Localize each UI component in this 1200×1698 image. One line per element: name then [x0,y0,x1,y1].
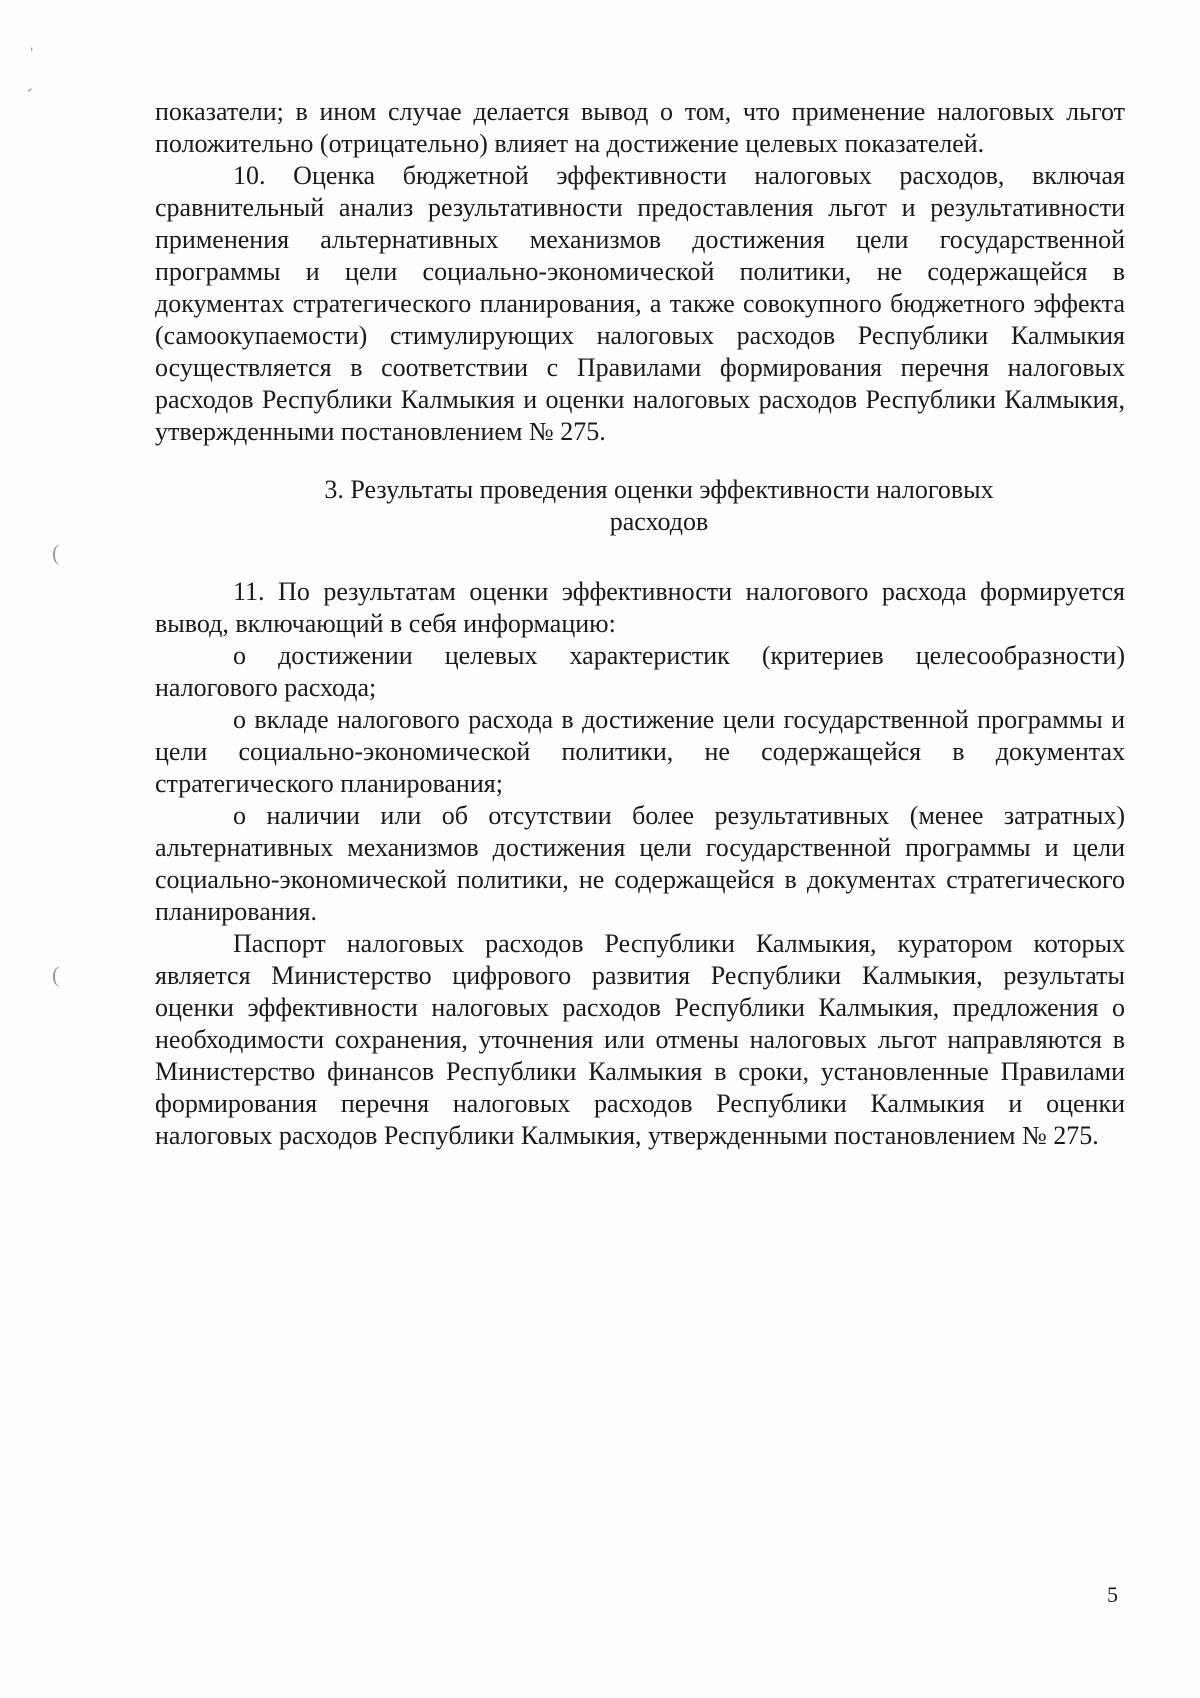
item-11-point-3: о наличии или об отсутствии более результативных (менее затратных) альтернативных механизмов достижения цели государственной программы и цели социально-экономической политики, не содержащейся в документах стратегического планирования. [155,801,1125,926]
section-3-heading-line1: 3. Результаты проведения оценки эффективности налоговых [324,475,994,504]
item-10-paragraph: 10. Оценка бюджетной эффективности налоговых расходов, включая сравнительный анализ результативности предоставления льгот и результативности применения альтернативных механизмов достижения цели государственной программы и цели социально-экономической политики, не содержащейся в документах стратегического планирования, а также совокупного бюджетного эффекта (самоокупаемости) стимулирующих налоговых расходов Республики Калмыкия осуществляется в соответствии с Правилами формирования перечня налоговых расходов Республики Калмыкия и оценки налоговых расходов Республики Калмыкия, утвержденными постановлением № 275. [155,161,1125,446]
section-3-heading [155,474,1125,538]
scan-artifact-mark: ( [52,962,60,987]
opening-paragraph: показатели; в ином случае делается вывод о том, что применение налоговых льгот положительно (отрицательно) влияет на достижение целевых показателей. [155,97,1125,158]
item-11-intro: 11. По результатам оценки эффективности налогового расхода формируется вывод, включающий в себя информацию: [155,577,1125,638]
scan-artifact-mark: ( [52,540,60,565]
scan-artifact-mark: ˊ [26,84,34,109]
closing-paragraph: Паспорт налоговых расходов Республики Калмыкия, куратором которых является Министерство цифрового развития Республики Калмыкия, результаты оценки эффективности налоговых расходов Республики Калмыкия, предложения о необходимости сохранения, уточнения или отмены налоговых льгот направляются в Министерство финансов Республики Калмыкия в сроки, установленные Правилами формирования перечня налоговых расходов Республики Калмыкия и оценки налоговых расходов Республики Калмыкия, утвержденными постановлением № 275. [155,929,1125,1150]
page-number: 5 [1107,1582,1118,1607]
item-11-point-2: о вкладе налогового расхода в достижение цели государственной программы и цели социально-экономической политики, не содержащейся в документах стратегического планирования; [155,705,1125,798]
item-11-point-1: о достижении целевых характеристик (критериев целесообразности) налогового расхода; [155,641,1125,702]
section-3-heading-line2: расходов [609,507,709,536]
scan-artifact-mark: ˌ [28,26,36,51]
document-body [155,96,1125,1152]
